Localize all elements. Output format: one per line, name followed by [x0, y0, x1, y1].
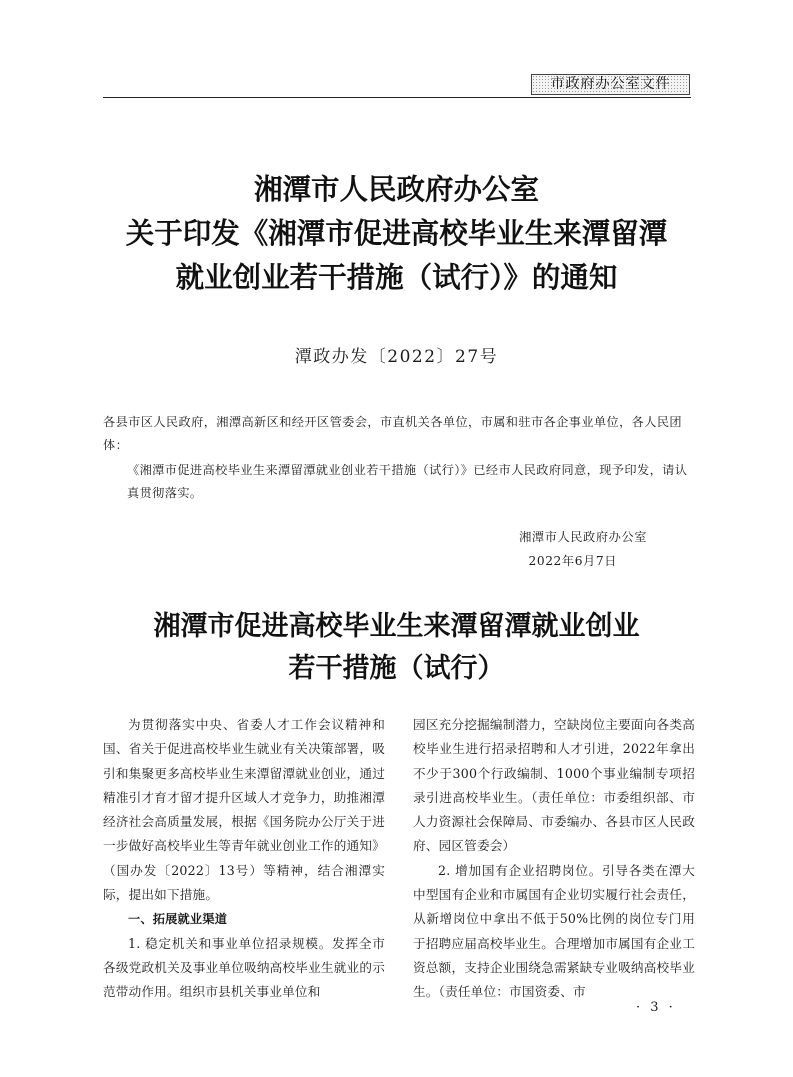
- measures-title: [60, 606, 733, 690]
- notice-body-text: 《湘潭市促进高校毕业生来潭留潭就业创业若干措施（试行）》已经市人民政府同意，现予印发，请认真贯彻落实。: [127, 463, 688, 500]
- notice-title-line: 就业创业若干措施（试行）》的通知: [175, 260, 618, 294]
- notice-recipients: 各县市区人民政府，湘潭高新区和经开区管委会，市直机关各单位，市属和驻市各企事业单位，各人民团体：: [103, 415, 683, 452]
- left-column: [103, 713, 385, 1005]
- notice-title: [60, 167, 733, 299]
- measures-title-line: 湘潭市促进高校毕业生来潭留潭就业创业: [153, 611, 640, 642]
- page-number: · 3 ·: [636, 1000, 676, 1015]
- notice-title-line: 湘潭市人民政府办公室: [253, 172, 539, 206]
- section-heading: 一、拓展就业渠道: [128, 912, 228, 927]
- notice-body: [103, 459, 695, 505]
- document-number: 潭政办发〔2022〕27号: [294, 347, 499, 367]
- issuer-name: 湘潭市人民政府办公室: [519, 530, 647, 544]
- notice-title-line: 关于印发《湘潭市促进高校毕业生来潭留潭: [125, 216, 668, 250]
- measures-title-line: 若干措施（试行）: [288, 653, 505, 684]
- issue-date: 2022年6月7日: [528, 554, 617, 568]
- measure-item-2: 2. 增加国有企业招聘岗位。引导各类在潭大中型国有企业和市属国有企业切实履行社会责任，从新增岗位中拿出不低于50%比例的岗位专门用于招聘应届高校毕业生。合理增加市属国有企业工资总额，支持企业围绕急需紧缺专业吸纳高校毕业生。（责任单位：市国资委、市: [413, 862, 695, 1000]
- intro-paragraph: 为贯彻落实中央、省委人才工作会议精神和国、省关于促进高校毕业生就业有关决策部署，吸引和集聚更多高校毕业生来潭留潭就业创业，通过精准引才育才留才提升区域人才竞争力，助推湘潭经济社会高质量发展，根据《国务院办公厅关于进一步做好高校毕业生等青年就业创业工作的通知》（国办发〔2022〕13号）等精神，结合湘潭实际，提出如下措施。: [103, 717, 385, 903]
- document-type-tag: 市政府办公室文件: [531, 74, 690, 95]
- header-rule: [103, 97, 691, 98]
- measure-item-1: 1. 稳定机关和事业单位招录规模。发挥全市各级党政机关及事业单位吸纳高校毕业生就业的示范带动作用。组织市县机关事业单位和: [103, 935, 385, 1000]
- right-column: [413, 713, 695, 1005]
- measure-item-1-continued: 园区充分挖掘编制潜力，空缺岗位主要面向各类高校毕业生进行招录招聘和人才引进，2022年拿出不少于300个行政编制、1000个事业编制专项招录引进高校毕业生。（责任单位：市委组织部、市人力资源社会保障局、市委编办、各县市区人民政府、园区管委会）: [413, 717, 695, 854]
